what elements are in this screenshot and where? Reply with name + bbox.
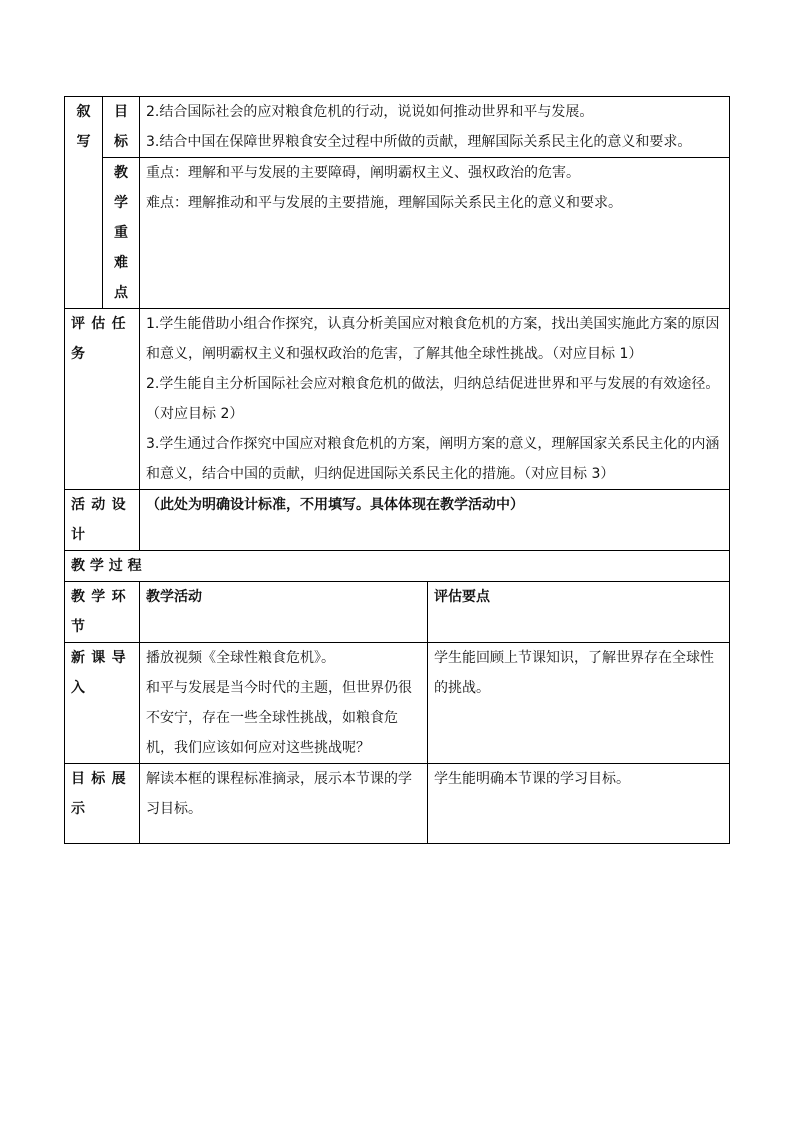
- header-stage: 教学环节: [65, 582, 140, 643]
- header-activity: 教学活动: [140, 582, 428, 643]
- assessment-item-1: 1.学生能借助小组合作探究，认真分析美国应对粮食危机的方案，找出美国实施此方案的原因和意义，阐明霸权主义和强权政治的危害，了解其他全球性挑战。（对应目标 1）: [146, 316, 720, 362]
- activity-design-label: 活动设计: [65, 490, 140, 551]
- key-points-row: [65, 158, 730, 309]
- stage-goals: 目标展示: [65, 764, 140, 844]
- stage-intro: 新课导入: [65, 643, 140, 764]
- process-title-row: [65, 551, 730, 582]
- process-row-goals: [65, 764, 730, 844]
- activity-design-row: [65, 490, 730, 551]
- assessment-row: [65, 309, 730, 490]
- goal-item-3: 3.结合中国在保障世界粮食安全过程中所做的贡献，理解国际关系民主化的意义和要求。: [146, 134, 692, 150]
- key-points-label: 教 学 重 难 点: [103, 158, 140, 309]
- goal-item-2: 2.结合国际社会的应对粮食危机的行动，说说如何推动世界和平与发展。: [146, 104, 594, 120]
- activity-intro: 播放视频《全球性粮食危机》。 和平与发展是当今时代的主题，但世界仍很不安宁，存在一些全球性挑战，如粮食危机，我们应该如何应对这些挑战呢？: [140, 643, 428, 764]
- header-assessment: 评估要点: [428, 582, 730, 643]
- assessment-content: [140, 309, 730, 490]
- process-row-intro: [65, 643, 730, 764]
- activity-goals: 解读本框的课程标准摘录，展示本节课的学习目标。: [140, 764, 428, 844]
- goals-row: [65, 97, 730, 158]
- goals-label: 目 标: [103, 97, 140, 158]
- lesson-plan-table: [64, 96, 730, 844]
- section-label-xu-xie: 叙 写: [65, 97, 103, 309]
- key-points-content: [140, 158, 730, 309]
- assessment-item-3: 3.学生通过合作探究中国应对粮食危机的方案，阐明方案的意义，理解国家关系民主化的内涵和意义，结合中国的贡献，归纳促进国际关系民主化的措施。（对应目标 3）: [146, 436, 720, 482]
- assessment-goals: 学生能明确本节课的学习目标。: [428, 764, 730, 844]
- goals-content: [140, 97, 730, 158]
- assessment-item-2: 2.学生能自主分析国际社会应对粮食危机的做法，归纳总结促进世界和平与发展的有效途径。（对应目标 2）: [146, 376, 720, 422]
- difficult-point-item: 难点：理解推动和平与发展的主要措施，理解国际关系民主化的意义和要求。: [146, 195, 622, 211]
- key-point-item: 重点：理解和平与发展的主要障碍，阐明霸权主义、强权政治的危害。: [146, 165, 580, 181]
- process-header-row: [65, 582, 730, 643]
- activity-design-note: （此处为明确设计标准，不用填写。具体体现在教学活动中）: [140, 490, 730, 551]
- process-title: 教 学 过 程: [65, 551, 730, 582]
- assessment-label: 评估任务: [65, 309, 140, 490]
- assessment-intro: 学生能回顾上节课知识，了解世界存在全球性的挑战。: [428, 643, 730, 764]
